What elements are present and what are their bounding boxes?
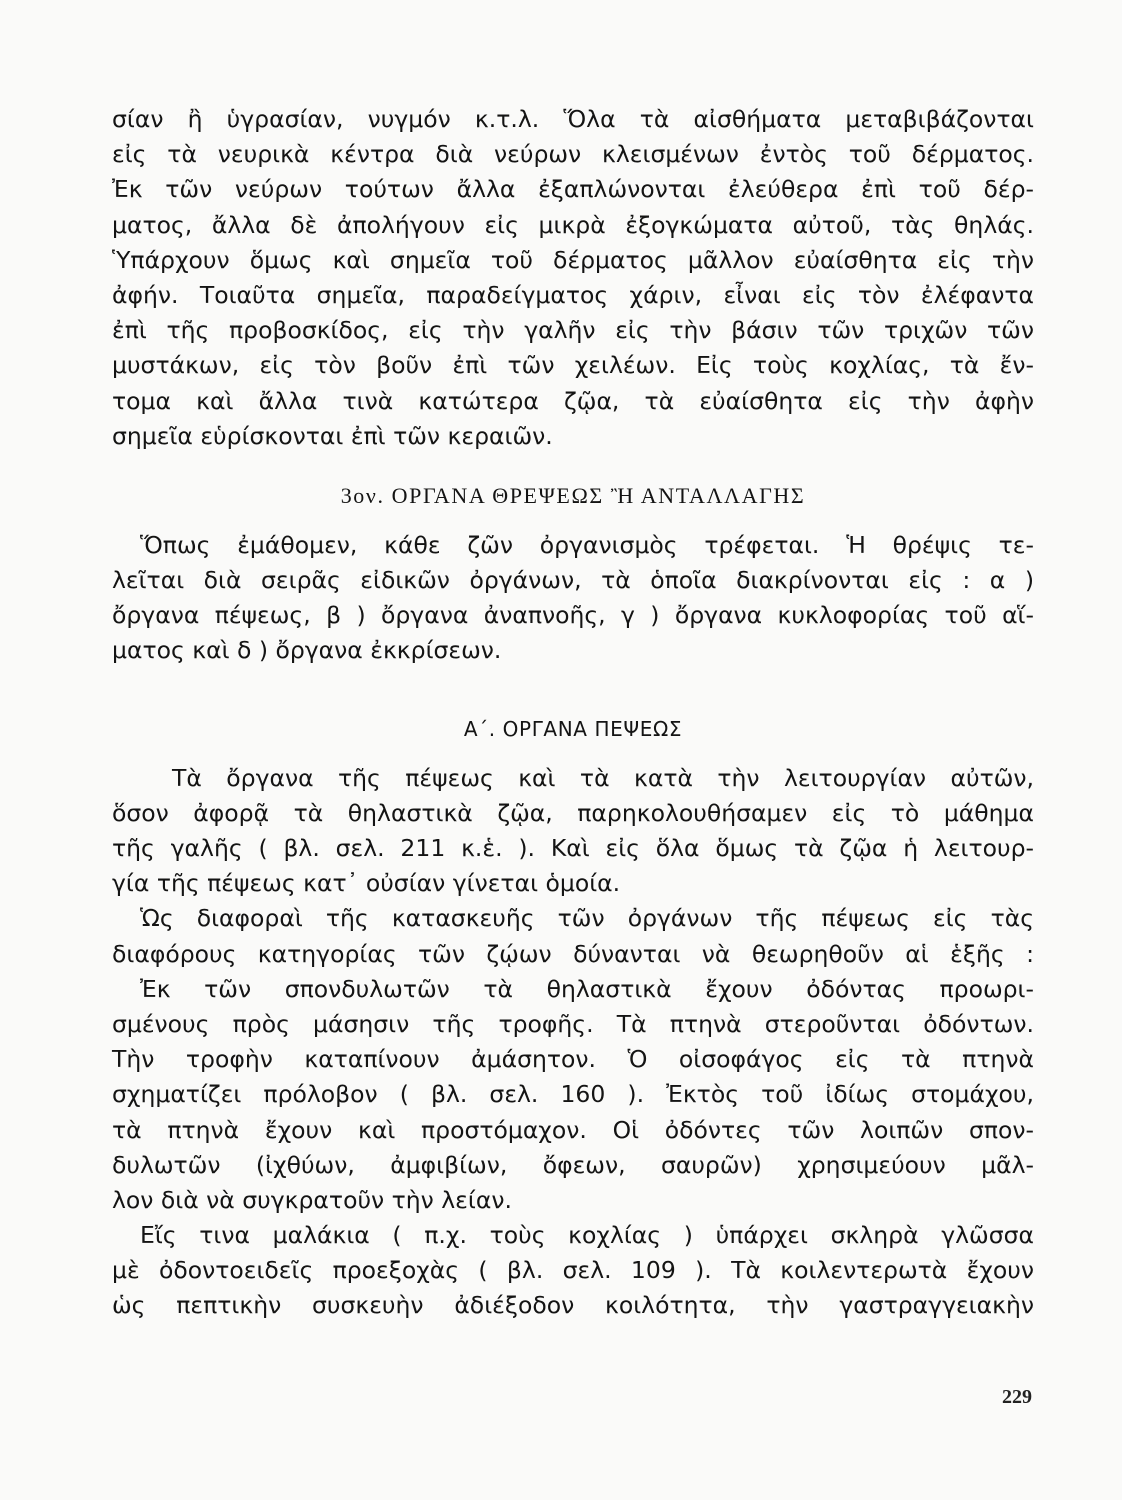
- text-line: Εἴς τινα μαλάκια ( π.χ. τοὺς κοχλίας ) ὑπάρχει σκληρὰ γλῶσσα: [140, 1221, 1034, 1250]
- text-line: γία τῆς πέψεως κατ᾽ οὐσίαν γίνεται ὁμοία.: [112, 869, 621, 898]
- text-line: τῆς γαλῆς ( βλ. σελ. 211 κ.ἑ. ). Καὶ εἰς ὅλα ὅμως τὰ ζῷα ἡ λειτουρ-: [112, 834, 1034, 862]
- text-line: μὲ ὀδοντοειδεῖς προεξοχὰς ( βλ. σελ. 109 ). Τὰ κοιλεντερωτὰ ἔχουν: [112, 1256, 1034, 1285]
- text-line: Τὴν τροφὴν καταπίνουν ἀμάσητον. Ὁ οἰσοφάγος εἰς τὰ πτηνὰ: [112, 1045, 1034, 1074]
- section-heading-nutrition-organs: 3ον. ΟΡΓΑΝΑ ΘΡΕΨΕΩΣ Ἢ ΑΝΤΑΛΛΑΓΗΣ: [340, 482, 806, 508]
- text-line: λεῖται διὰ σειρᾶς εἰδικῶν ὀργάνων, τὰ ὁποῖα διακρίνονται εἰς : α ): [112, 566, 1034, 595]
- text-line: ὡς πεπτικὴν συσκευὴν ἀδιέξοδον κοιλότητα, τὴν γαστραγγειακὴν: [112, 1291, 1034, 1320]
- text-line: Ὡς διαφοραὶ τῆς κατασκευῆς τῶν ὀργάνων τῆς πέψεως εἰς τὰς: [140, 904, 1034, 933]
- text-line: σίαν ἢ ὑγρασίαν, νυγμόν κ.τ.λ. Ὅλα τὰ αἰσθήματα μεταβιβάζονται: [112, 105, 1034, 133]
- text-line: σχηματίζει πρόλοβον ( βλ. σελ. 160 ). Ἐκτὸς τοῦ ἰδίως στομάχου,: [112, 1080, 1034, 1109]
- text-line: Ἐκ τῶν νεύρων τούτων ἄλλα ἐξαπλώνονται ἐλεύθερα ἐπὶ τοῦ δέρ-: [112, 175, 1034, 204]
- text-line: Ὑπάρχουν ὅμως καὶ σημεῖα τοῦ δέρματος μᾶλλον εὐαίσθητα εἰς τὴν: [112, 245, 1034, 274]
- text-line: ἐπὶ τῆς προβοσκίδος, εἰς τὴν γαλῆν εἰς τὴν βάσιν τῶν τριχῶν τῶν: [112, 316, 1034, 345]
- text-line: ματος, ἄλλα δὲ ἀπολήγουν εἰς μικρὰ ἐξογκώματα αὐτοῦ, τὰς θηλάς.: [112, 210, 1034, 239]
- text-line: τὰ πτηνὰ ἔχουν καὶ προστόμαχον. Οἱ ὀδόντες τῶν λοιπῶν σπον-: [112, 1115, 1034, 1144]
- text-line: εἰς τὰ νευρικὰ κέντρα διὰ νεύρων κλεισμένων ἐντὸς τοῦ δέρματος.: [112, 140, 1034, 169]
- text-line: μυστάκων, εἰς τὸν βοῦν ἐπὶ τῶν χειλέων. Εἰς τοὺς κοχλίας, τὰ ἔν-: [112, 351, 1034, 380]
- text-line: δυλωτῶν (ἰχθύων, ἀμφιβίων, ὄφεων, σαυρῶν) χρησιμεύουν μᾶλ-: [112, 1150, 1034, 1179]
- text-line: σμένους πρὸς μάσησιν τῆς τροφῆς. Τὰ πτηνὰ στεροῦνται ὀδόντων.: [112, 1009, 1034, 1038]
- text-line: ματος καὶ δ ) ὄργανα ἐκκρίσεων.: [112, 636, 502, 665]
- text-line: Ὅπως ἐμάθομεν, κάθε ζῶν ὀργανισμὸς τρέφεται. Ἡ θρέψις τε-: [140, 530, 1034, 559]
- paragraph-nutrition-intro: [112, 528, 1034, 669]
- text-line: σημεῖα εὑρίσκονται ἐπὶ τῶν κεραιῶν.: [112, 421, 553, 450]
- text-line: Τὰ ὄργανα τῆς πέψεως καὶ τὰ κατὰ τὴν λειτουργίαν αὐτῶν,: [172, 763, 1034, 792]
- page-number: 229: [1002, 1386, 1032, 1408]
- paragraph-digestive-organs: [112, 761, 1034, 1324]
- text-line: τομα καὶ ἄλλα τινὰ κατώτερα ζῷα, τὰ εὐαίσθητα εἰς τὴν ἀφὴν: [112, 386, 1034, 415]
- subsection-heading-digestive-organs: Α΄. ΟΡΓΑΝΑ ΠΕΨΕΩΣ: [463, 716, 683, 741]
- paragraph-touch-senses: [112, 102, 1034, 454]
- text-line: λον διὰ νὰ συγκρατοῦν τὴν λείαν.: [112, 1185, 512, 1214]
- text-line: διαφόρους κατηγορίας τῶν ζῴων δύνανται νὰ θεωρηθοῦν αἱ ἑξῆς :: [112, 939, 1034, 968]
- text-line: ὄργανα πέψεως, β ) ὄργανα ἀναπνοῆς, γ ) ὄργανα κυκλοφορίας τοῦ αἵ-: [112, 601, 1034, 630]
- text-line: Ἐκ τῶν σπονδυλωτῶν τὰ θηλαστικὰ ἔχουν ὀδόντας προωρι-: [140, 974, 1034, 1003]
- text-line: ὅσον ἀφορᾷ τὰ θηλαστικὰ ζῷα, παρηκολουθήσαμεν εἰς τὸ μάθημα: [112, 798, 1034, 827]
- text-line: ἀφήν. Τοιαῦτα σημεῖα, παραδείγματος χάριν, εἶναι εἰς τὸν ἐλέφαντα: [112, 280, 1034, 309]
